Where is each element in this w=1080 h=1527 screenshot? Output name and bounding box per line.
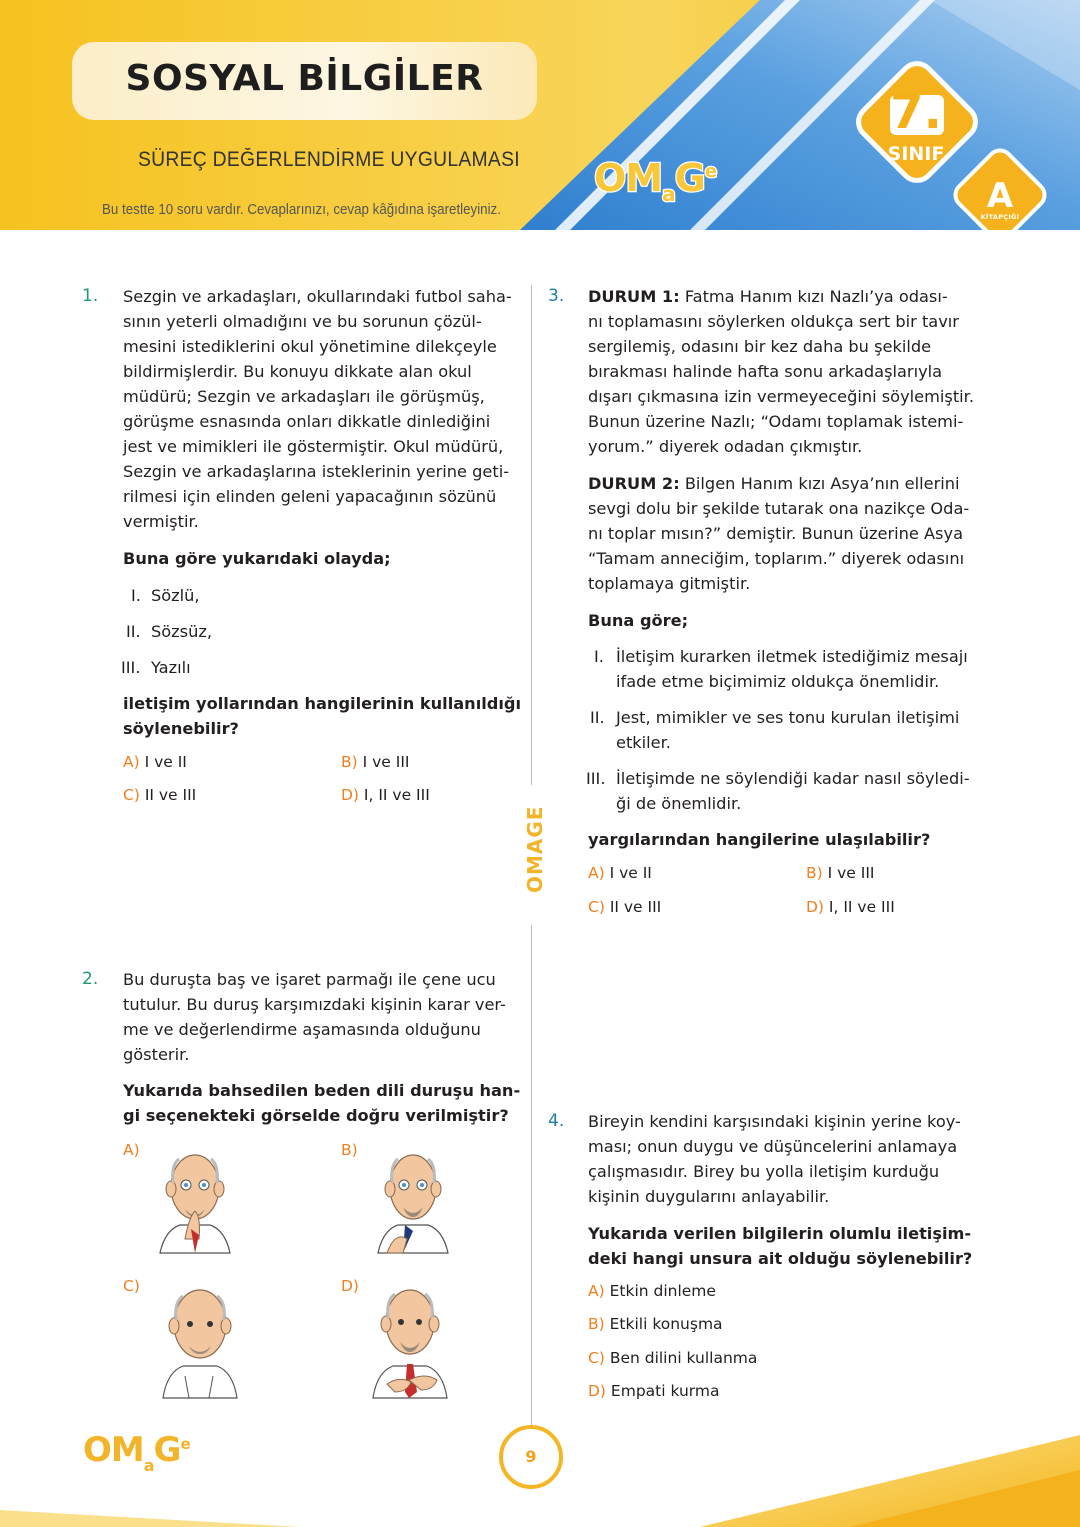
answer-option-c[interactable]: C) — [123, 1277, 140, 1295]
booklet-label: KİTAPÇIĞI — [980, 213, 1020, 221]
text-line: “Tamam anneciğim, toplarım.” diyerek odasını — [588, 549, 965, 568]
answer-option-a[interactable]: A) I ve II — [588, 864, 652, 882]
text-line: rilmesi için elinden geleni yapacağının sözünü — [123, 487, 497, 506]
page-header — [0, 0, 1080, 230]
page-subtitle: SÜREÇ DEĞERLENDİRME UYGULAMASI — [138, 148, 520, 171]
question-3-case-2: DURUM 2: Bilgen Hanım kızı Asya’nın ellerini sevgi dolu bir şekilde tutarak ona nazikçe Oda- nı toplar mısın?” demiştir. Bunun üzerine Asya “Tamam anneciğim, toplarım.” diyerek odasını toplamaya gitmiştir. — [588, 471, 980, 596]
question-1-text — [123, 284, 517, 534]
text-line: Bireyin kendini karşısındaki kişinin yerine koy- — [588, 1112, 961, 1131]
text-line: gösterir. — [123, 1045, 190, 1064]
text-line: vermiştir. — [123, 512, 199, 531]
question-4-text — [588, 1109, 980, 1209]
text-line: nı toplar mısın?” demiştir. Bunun üzerine Asya — [588, 524, 963, 543]
text-line: Yukarıda verilen bilgilerin olumlu iletişim- — [588, 1224, 972, 1243]
answer-option-b[interactable]: B) I ve III — [341, 753, 410, 771]
figure-a-image[interactable] — [155, 1145, 235, 1255]
text-line: kişinin duygularını anlayabilir. — [588, 1187, 830, 1206]
question-3-case-1: DURUM 1: Fatma Hanım kızı Nazlı’ya odası- nı toplamasını söylerken oldukça sert bir tavır sergilemiş, odasını bir kez daha bu şekilde bırakması halinde hafta sonu arkadaşlarıyla dışarı çıkmasına izin vermeyeceğini söylemiştir. Bunun üzerine Nazlı; “Odamı toplamak istemi- yorum.” diyerek odadan çıkmıştır. — [588, 284, 980, 459]
statement-item: İletişimde ne söylendiği kadar nasıl söyledi- ği de önemlidir. — [616, 769, 970, 813]
answer-option-a[interactable]: A) Etkin dinleme — [588, 1282, 716, 1300]
question-2-text — [123, 967, 517, 1067]
roman-numeral: II. — [590, 708, 605, 727]
answer-option-d[interactable]: D) I, II ve III — [341, 786, 430, 804]
question-number: 2. — [82, 969, 99, 989]
text-line: çalışmasıdır. Birey bu yolla iletişim kurduğu — [588, 1162, 940, 1181]
text-line: jest ve mimikleri ile göstermiştir. Okul müdürü, — [123, 437, 504, 456]
roman-numeral: III. — [586, 769, 606, 788]
text-line: Yukarıda bahsedilen beden dili duruşu han- — [123, 1081, 521, 1100]
question-number: 4. — [548, 1111, 565, 1131]
roman-numeral: I. — [594, 647, 604, 666]
text-line: toplamaya gitmiştir. — [588, 574, 751, 593]
figure-c-image[interactable] — [155, 1280, 245, 1400]
grade-label: SINIF — [887, 143, 945, 165]
statement-item: Jest, mimikler ve ses tonu kurulan iletişimi etkiler. — [616, 708, 960, 752]
text-line: Bunun üzerine Nazlı; “Odamı toplamak istemi- — [588, 412, 964, 431]
figure-d-image[interactable] — [365, 1280, 460, 1400]
text-line: söylenebilir? — [123, 719, 239, 738]
text-line: deki hangi unsura ait olduğu söylenebilir? — [588, 1249, 973, 1268]
answer-option-c[interactable]: C) Ben dilini kullanma — [588, 1349, 758, 1367]
footer-brand-logo: $OM_aG^e$ — [83, 1430, 190, 1475]
answer-option-b[interactable]: B) I ve III — [806, 864, 875, 882]
question-3-lead: Buna göre; — [588, 611, 689, 630]
case-label: DURUM 2: — [588, 474, 680, 493]
question-number: 3. — [548, 286, 565, 306]
statement-item: Yazılı — [151, 658, 191, 677]
booklet-letter: A — [986, 176, 1014, 216]
answer-option-c[interactable]: C) II ve III — [123, 786, 197, 804]
text-line: sergilemiş, odasını bir kez daha bu şekilde — [588, 337, 932, 356]
text-line: müdürü; Sezgin ve arkadaşları ile görüşmüş, — [123, 387, 485, 406]
text-line: Bu duruşta baş ve işaret parmağı ile çene ucu — [123, 970, 496, 989]
statement-item: Sözsüz, — [151, 622, 213, 641]
column-divider — [531, 285, 532, 785]
statement-item: Sözlü, — [151, 586, 200, 605]
roman-numeral: III. — [121, 658, 141, 677]
answer-option-b[interactable]: B) — [341, 1141, 358, 1159]
roman-numeral: II. — [126, 622, 141, 641]
answer-option-a[interactable]: A) I ve II — [123, 753, 187, 771]
answer-option-c[interactable]: C) II ve III — [588, 898, 662, 916]
text-line: iletişim yollarından hangilerinin kullanıldığı — [123, 694, 522, 713]
side-brand-logo: OMAGE — [523, 805, 547, 893]
text-line: Sezgin ve arkadaşlarına isteklerinin yerine geti- — [123, 462, 510, 481]
question-2-prompt — [123, 1078, 520, 1128]
text-line: dışarı çıkmasına izin vermeyeceğini söylemiştir. — [588, 387, 974, 406]
text-line: bırakması halinde hafta sonu arkadaşlarıyla — [588, 362, 943, 381]
text-line: sevgi dolu bir şekilde tutarak ona nazikçe Oda- — [588, 499, 970, 518]
figure-b-image[interactable] — [373, 1145, 453, 1255]
column-divider — [531, 925, 532, 1425]
text-line: ması; onun duygu ve düşüncelerini anlamaya — [588, 1137, 958, 1156]
answer-option-b[interactable]: B) Etkili konuşma — [588, 1315, 723, 1333]
answer-option-a[interactable]: A) — [123, 1141, 140, 1159]
text-line: sının yeterli olmadığını ve bu sorunun çözül- — [123, 312, 482, 331]
text-line: yorum.” diyerek odadan çıkmıştır. — [588, 437, 863, 456]
text-line: görüşme esnasında onları dikkatle dinlediğini — [123, 412, 491, 431]
text-line: me ve değerlendirme aşamasında olduğunu — [123, 1020, 481, 1039]
grade-number: 7. — [890, 84, 942, 140]
question-1-prompt — [123, 691, 521, 741]
roman-numeral: I. — [131, 586, 141, 605]
text-line: bildirmişlerdir. Bu konuyu dikkate alan okul — [123, 362, 472, 381]
question-1-lead: Buna göre yukarıdaki olayda; — [123, 549, 391, 568]
page-title: SOSYAL BİLGİLER — [125, 58, 484, 99]
answer-option-d[interactable]: D) Empati kurma — [588, 1382, 720, 1400]
page-number: 9 — [499, 1425, 563, 1489]
brand-logo: $OM_aG^e$ — [594, 156, 717, 206]
answer-option-d[interactable]: D) I, II ve III — [806, 898, 895, 916]
test-instructions: Bu testte 10 soru vardır. Cevaplarınızı, cevap kâğıdına işaretleyiniz. — [102, 202, 501, 218]
text-line: gi seçenekteki görselde doğru verilmiştir? — [123, 1106, 509, 1125]
case-label: DURUM 1: — [588, 287, 680, 306]
question-4-prompt — [588, 1221, 972, 1271]
text-line: nı toplamasını söylerken oldukça sert bir tavır — [588, 312, 959, 331]
text-line: mesini istediklerini okul yönetimine dilekçeyle — [123, 337, 497, 356]
text-line: Sezgin ve arkadaşları, okullarındaki futbol saha- — [123, 287, 512, 306]
statement-item: İletişim kurarken iletmek istediğimiz mesajı ifade etme biçimimiz oldukça önemlidir. — [616, 647, 968, 691]
text-line: tutulur. Bu duruş karşımızdaki kişinin karar ver- — [123, 995, 506, 1014]
question-3-prompt: yargılarından hangilerine ulaşılabilir? — [588, 830, 931, 849]
question-number: 1. — [82, 286, 99, 306]
answer-option-d[interactable]: D) — [341, 1277, 359, 1295]
